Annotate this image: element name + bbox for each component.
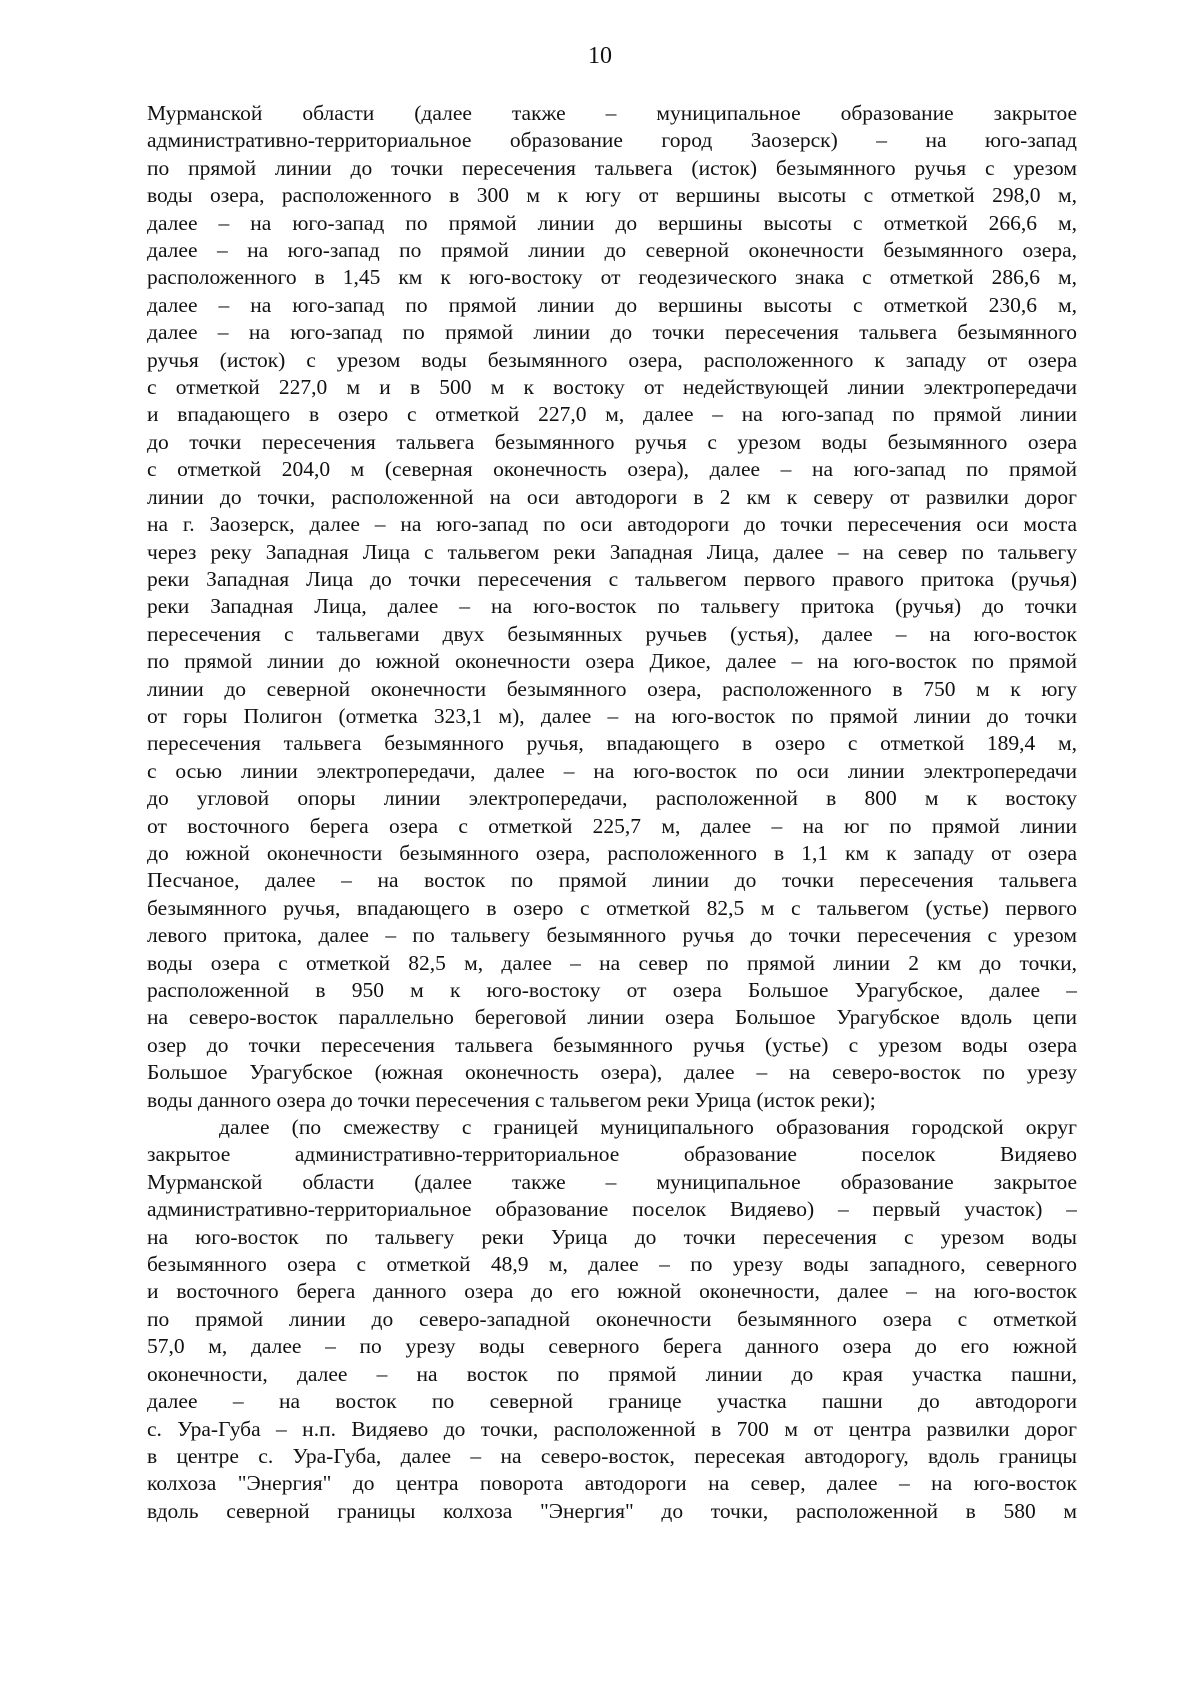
text-line: реки Западная Лица до точки пересечения с тальвегом первого правого притока (ручья) bbox=[147, 566, 1077, 591]
text-line: на северо-восток параллельно береговой линии озера Большое Урагубское вдоль цепи bbox=[147, 1005, 1077, 1030]
text-line: административно-территориальное образование город Заозерск) – на юго-запад bbox=[147, 128, 1077, 153]
text-line: пересечения с тальвегами двух безымянных ручьев (устья), далее – на юго-восток bbox=[147, 621, 1077, 646]
text-line: на юго-восток по тальвегу реки Урица до точки пересечения с урезом воды bbox=[147, 1224, 1077, 1249]
text-line: через реку Западная Лица с тальвегом реки Западная Лица, далее – на север по тальвегу bbox=[147, 539, 1077, 564]
text-line: Большое Урагубское (южная оконечность озера), далее – на северо-восток по урезу bbox=[147, 1060, 1077, 1085]
text-line: далее – на юго-запад по прямой линии до точки пересечения тальвега безымянного bbox=[147, 320, 1077, 345]
text-line: реки Западная Лица, далее – на юго-восток по тальвегу притока (ручья) до точки bbox=[147, 594, 1077, 619]
text-line: вдоль северной границы колхоза "Энергия" до точки, расположенной в 580 м bbox=[147, 1498, 1077, 1523]
text-line: по прямой линии до северо-западной оконечности безымянного озера с отметкой bbox=[147, 1306, 1077, 1331]
text-line: 57,0 м, далее – по урезу воды северного берега данного озера до его южной bbox=[147, 1334, 1077, 1359]
text-line: с отметкой 227,0 м и в 500 м к востоку от недействующей линии электропередачи bbox=[147, 375, 1077, 400]
text-line: далее – на юго-запад по прямой линии до северной оконечности безымянного озера, bbox=[147, 238, 1077, 263]
text-line: от горы Полигон (отметка 323,1 м), далее – на юго-восток по прямой линии до точки bbox=[147, 703, 1077, 728]
text-line: далее – на юго-запад по прямой линии до вершины высоты с отметкой 266,6 м, bbox=[147, 210, 1077, 235]
text-line: воды озера с отметкой 82,5 м, далее – на север по прямой линии 2 км до точки, bbox=[147, 950, 1077, 975]
text-line: далее (по смежеству с границей муниципального образования городской округ bbox=[219, 1115, 1077, 1140]
text-line: от восточного берега озера с отметкой 225,7 м, далее – на юг по прямой линии bbox=[147, 813, 1077, 838]
text-line: безымянного ручья, впадающего в озеро с отметкой 82,5 м с тальвегом (устье) первого bbox=[147, 895, 1077, 920]
document-body bbox=[147, 100, 1077, 1525]
text-line: далее – на юго-запад по прямой линии до вершины высоты с отметкой 230,6 м, bbox=[147, 292, 1077, 317]
text-line: воды данного озера до точки пересечения с тальвегом реки Урица (исток реки); bbox=[147, 1087, 876, 1112]
text-line: линии до северной оконечности безымянного озера, расположенного в 750 м к югу bbox=[147, 676, 1077, 701]
text-line: и впадающего в озеро с отметкой 227,0 м, далее – на юго-запад по прямой линии bbox=[147, 402, 1077, 427]
text-line: с осью линии электропередачи, далее – на юго-восток по оси линии электропередачи bbox=[147, 758, 1077, 783]
text-line: расположенной в 950 м к юго-востоку от озера Большое Урагубское, далее – bbox=[147, 978, 1077, 1002]
text-line: левого притока, далее – по тальвегу безымянного ручья до точки пересечения с урезом bbox=[147, 923, 1077, 948]
text-line: Мурманской области (далее также – муниципальное образование закрытое bbox=[147, 1169, 1077, 1194]
text-line: линии до точки, расположенной на оси автодороги в 2 км к северу от развилки дорог bbox=[147, 484, 1077, 509]
text-line: безымянного озера с отметкой 48,9 м, далее – по урезу воды западного, северного bbox=[147, 1252, 1077, 1277]
text-line: на г. Заозерск, далее – на юго-запад по оси автодороги до точки пересечения оси моста bbox=[147, 512, 1077, 537]
text-line: и восточного берега данного озера до его южной оконечности, далее – на юго-восток bbox=[147, 1279, 1077, 1304]
text-line: по прямой линии до точки пересечения тальвега (исток) безымянного ручья с урезом bbox=[147, 155, 1077, 180]
text-line: административно-территориальное образование поселок Видяево) – первый участок) – bbox=[147, 1197, 1077, 1222]
text-line: Песчаное, далее – на восток по прямой линии до точки пересечения тальвега bbox=[147, 868, 1077, 893]
text-line: с отметкой 204,0 м (северная оконечность озера), далее – на юго-запад по прямой bbox=[147, 457, 1077, 482]
text-line: воды озера, расположенного в 300 м к югу от вершины высоты с отметкой 298,0 м, bbox=[147, 183, 1077, 208]
text-line: колхоза "Энергия" до центра поворота автодороги на север, далее – на юго-восток bbox=[147, 1471, 1077, 1496]
text-line: до точки пересечения тальвега безымянного ручья с урезом воды безымянного озера bbox=[147, 429, 1077, 454]
text-line: закрытое административно-территориальное образование поселок Видяево bbox=[147, 1142, 1077, 1167]
text-line: далее – на восток по северной границе участка пашни до автодороги bbox=[147, 1389, 1077, 1414]
text-line: в центре с. Ура-Губа, далее – на северо-восток, пересекая автодорогу, вдоль границы bbox=[147, 1443, 1077, 1468]
text-line: озер до точки пересечения тальвега безымянного ручья (устье) с урезом воды озера bbox=[147, 1032, 1077, 1057]
text-line: Мурманской области (далее также – муниципальное образование закрытое bbox=[147, 101, 1077, 125]
text-line: ручья (исток) с урезом воды безымянного озера, расположенного к западу от озера bbox=[147, 347, 1077, 372]
text-line: пересечения тальвега безымянного ручья, впадающего в озеро с отметкой 189,4 м, bbox=[147, 731, 1077, 756]
text-line: расположенного в 1,45 км к юго-востоку от геодезического знака с отметкой 286,6 м, bbox=[147, 265, 1077, 290]
text-line: до угловой опоры линии электропередачи, расположенной в 800 м к востоку bbox=[147, 786, 1077, 811]
text-line: до южной оконечности безымянного озера, расположенного в 1,1 км к западу от озера bbox=[147, 840, 1077, 865]
text-line: по прямой линии до южной оконечности озера Дикое, далее – на юго-восток по прямой bbox=[147, 649, 1077, 674]
text-line: с. Ура-Губа – н.п. Видяево до точки, расположенной в 700 м от центра развилки дорог bbox=[147, 1416, 1077, 1441]
text-line: оконечности, далее – на восток по прямой линии до края участка пашни, bbox=[147, 1361, 1077, 1386]
page-number: 10 bbox=[588, 43, 612, 69]
